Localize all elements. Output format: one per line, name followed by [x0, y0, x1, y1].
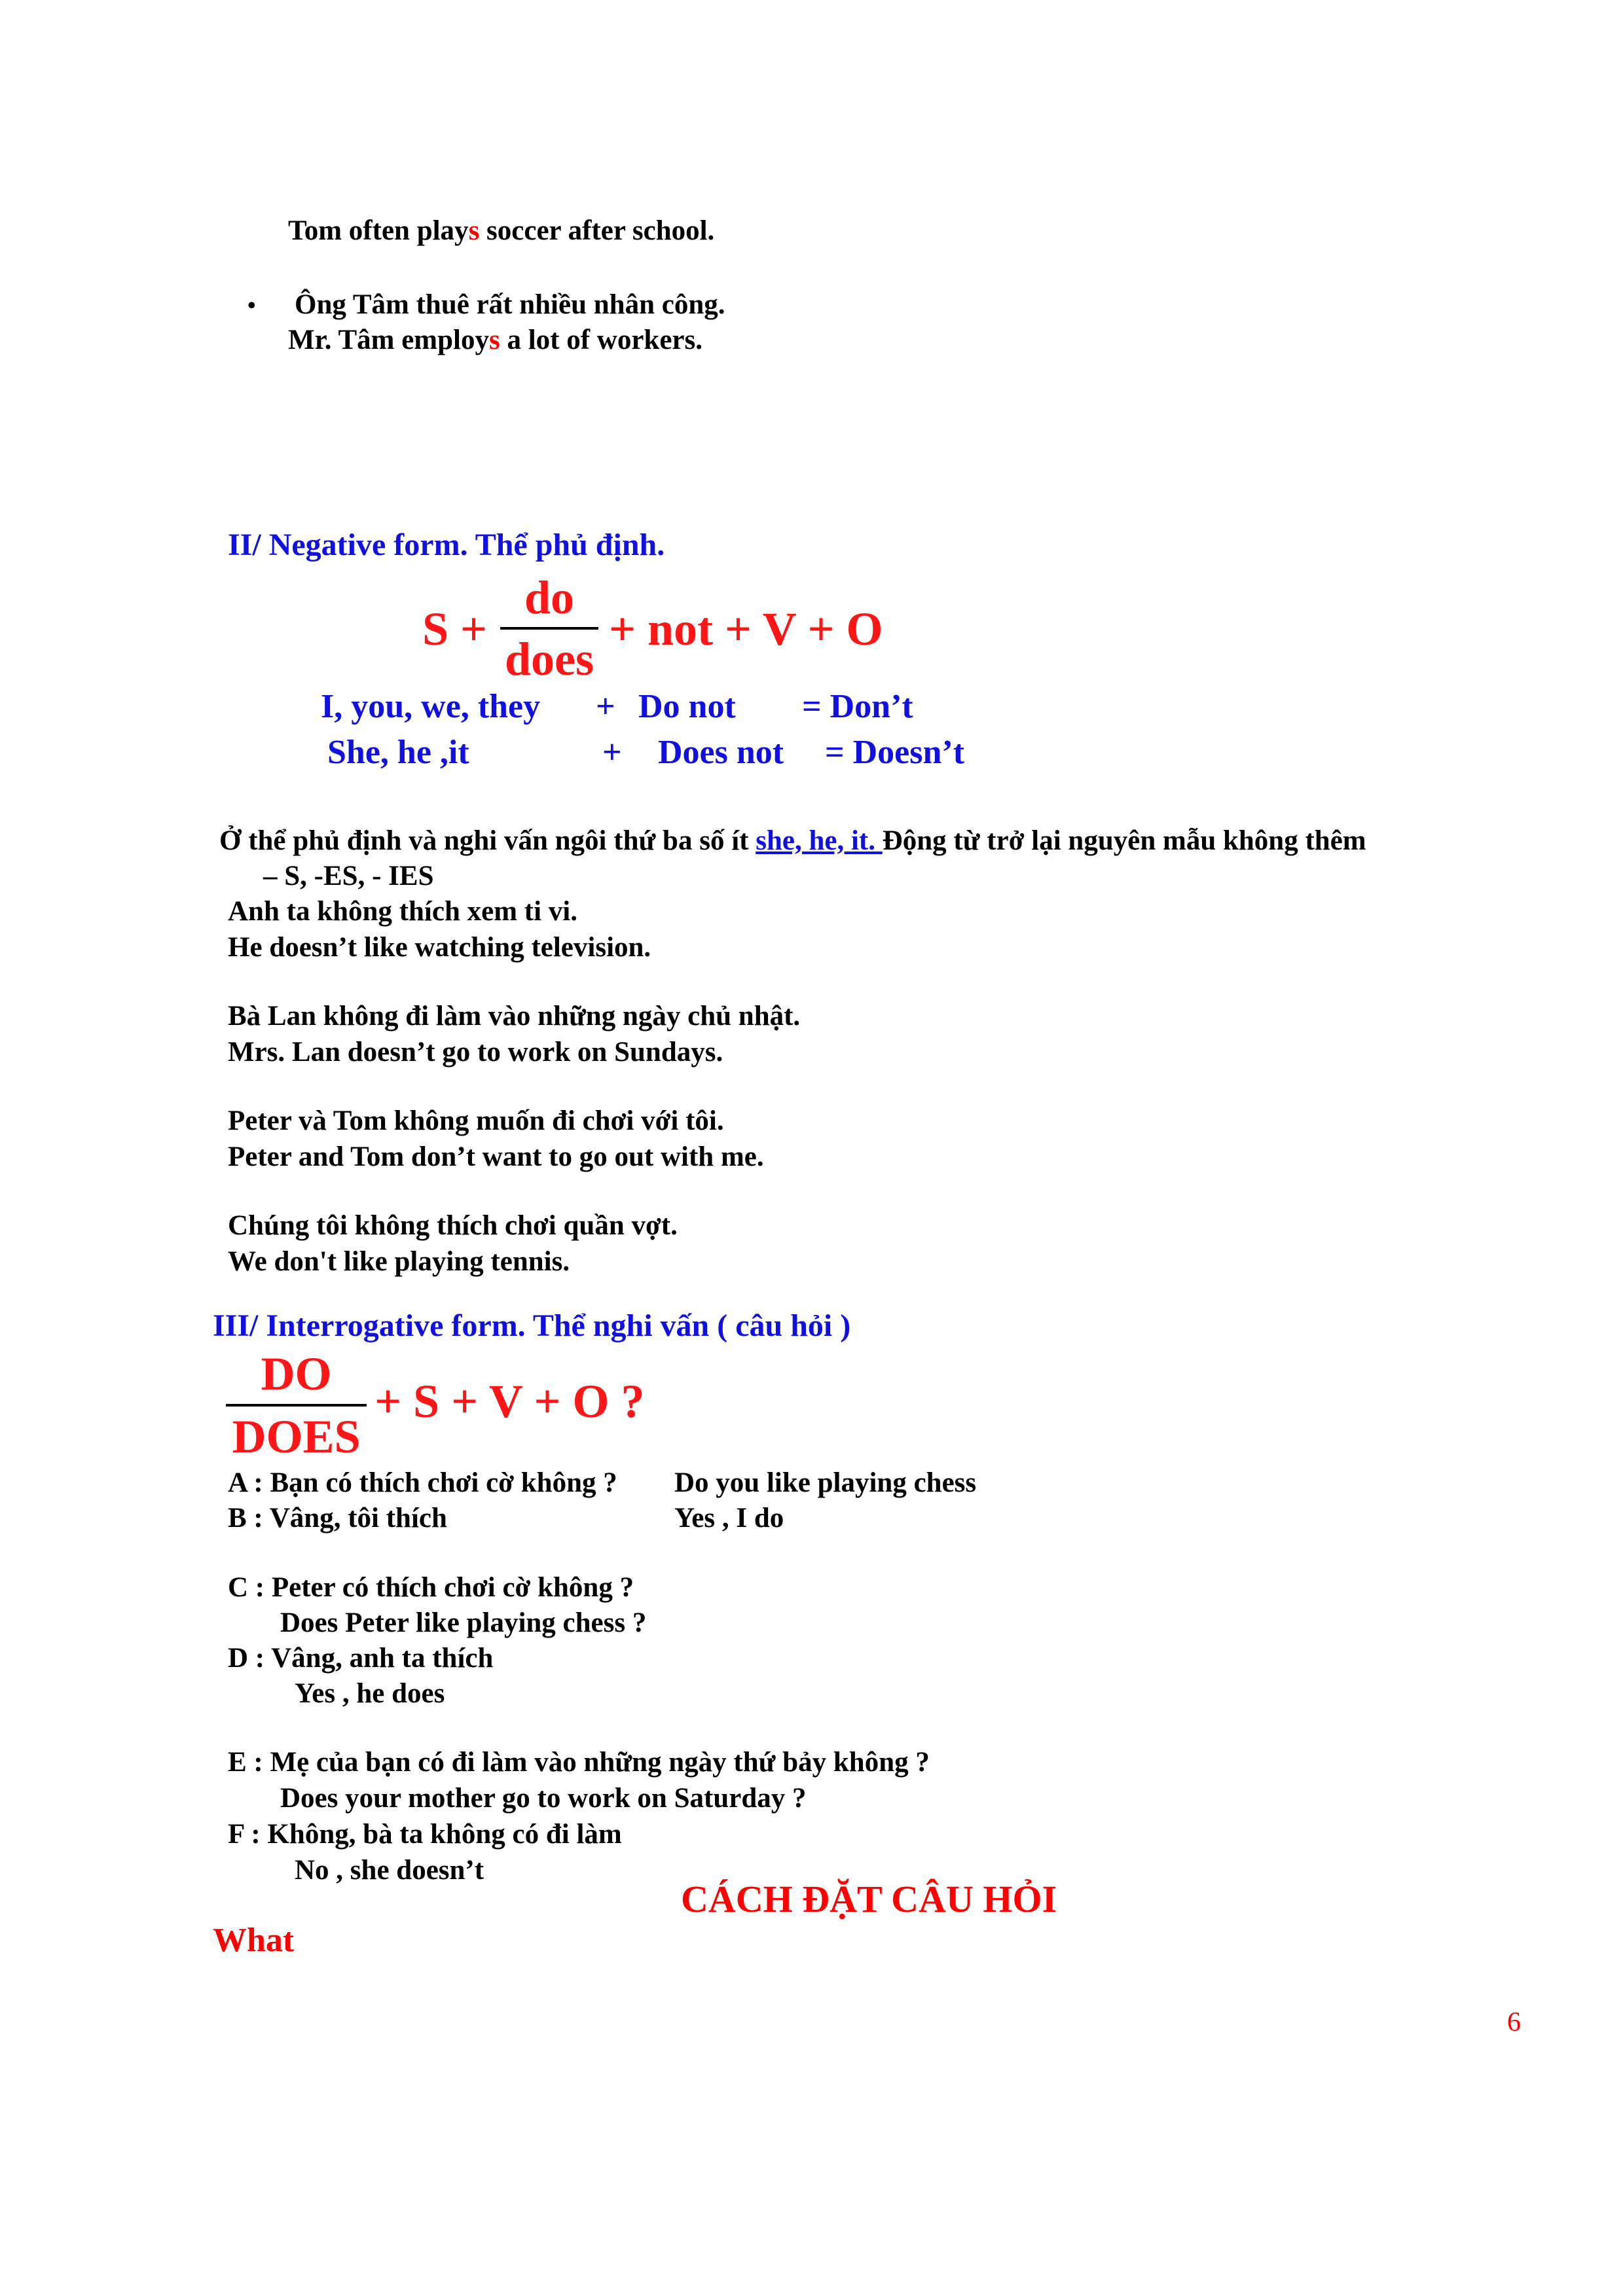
- example-vi: Chúng tôi không thích chơi quần vợt.: [228, 1210, 678, 1241]
- rule-contraction: = Doesn’t: [825, 734, 965, 771]
- dialog-line-c-en: Does Peter like playing chess ?: [280, 1607, 647, 1638]
- note-link[interactable]: she, he, it.: [756, 825, 883, 856]
- example-line: Mr. Tâm employs a lot of workers.: [288, 325, 702, 355]
- page-number: 6: [1507, 2007, 1521, 2037]
- rule-singular-subject: She, he ,it: [327, 734, 469, 771]
- section-heading-negative: II/ Negative form. Thể phủ định.: [228, 528, 665, 562]
- example-en: We don't like playing tennis.: [228, 1246, 570, 1277]
- example-vi: Peter và Tom không muốn đi chơi với tôi.: [228, 1105, 724, 1136]
- formula-rest: + S + V + O ?: [374, 1375, 645, 1427]
- rule-aux: Does not: [658, 734, 784, 771]
- dialog-line-b: B : Vâng, tôi thích: [228, 1503, 447, 1534]
- grammar-note: Ở thể phủ định và nghi vấn ngôi thứ ba số ít she, he, it. Động từ trở lại nguyên mẫu không thêm: [219, 825, 1366, 856]
- dialog-line-c: C : Peter có thích chơi cờ không ?: [228, 1572, 634, 1603]
- dialog-line-f: F : Không, bà ta không có đi làm: [228, 1819, 622, 1850]
- dialog-line-e: E : Mẹ của bạn có đi làm vào những ngày thứ bảy không ?: [228, 1747, 930, 1778]
- dialog-line-d: D : Vâng, anh ta thích: [228, 1643, 494, 1674]
- formula-fraction-do-does: [226, 1345, 367, 1465]
- dialog-line-a: A : Bạn có thích chơi cờ không ?: [228, 1467, 617, 1498]
- example-line-vi: Ông Tâm thuê rất nhiều nhân công.: [295, 289, 725, 320]
- dialog-line-e-en: Does your mother go to work on Saturday ?: [280, 1783, 807, 1814]
- rule-aux: Do not: [638, 688, 736, 725]
- section-title-questions: CÁCH ĐẶT CÂU HỎI: [681, 1878, 1057, 1920]
- grammar-note-endings: – S, -ES, - IES: [263, 861, 434, 891]
- fraction-denominator: does: [504, 633, 594, 685]
- dialog-line-b-en: Yes , I do: [674, 1503, 784, 1534]
- formula-rest: + not + V + O: [609, 603, 883, 655]
- dialog-line-a-en: Do you like playing chess: [674, 1467, 977, 1498]
- rule-plus: +: [596, 688, 615, 725]
- example-vi: Anh ta không thích xem ti vi.: [228, 896, 577, 927]
- example-vi: Bà Lan không đi làm vào những ngày chủ nhật.: [228, 1001, 801, 1031]
- example-en: Mrs. Lan doesn’t go to work on Sundays.: [228, 1037, 723, 1067]
- example-line: Tom often plays soccer after school.: [288, 215, 715, 246]
- formula-fraction-do-does: [500, 569, 598, 687]
- formula-subject: S +: [422, 603, 488, 655]
- dialog-line-d-en: Yes , he does: [295, 1678, 445, 1709]
- fraction-numerator: do: [524, 571, 575, 624]
- dialog-line-f-en: No , she doesn’t: [295, 1855, 484, 1886]
- fraction-denominator: DOES: [232, 1410, 361, 1463]
- rule-plural-subject: I, you, we, they: [321, 688, 541, 725]
- bullet-dot: •: [247, 292, 256, 318]
- rule-contraction: = Don’t: [802, 688, 913, 725]
- fraction-bar: [500, 627, 598, 630]
- question-word: What: [213, 1922, 295, 1959]
- section-heading-interrogative: III/ Interrogative form. Thể nghi vấn ( câu hỏi ): [213, 1308, 851, 1343]
- fraction-numerator: DO: [261, 1348, 332, 1400]
- example-en: He doesn’t like watching television.: [228, 932, 651, 963]
- example-en: Peter and Tom don’t want to go out with me.: [228, 1141, 764, 1172]
- rule-plus: +: [602, 734, 622, 771]
- fraction-bar: [226, 1404, 367, 1407]
